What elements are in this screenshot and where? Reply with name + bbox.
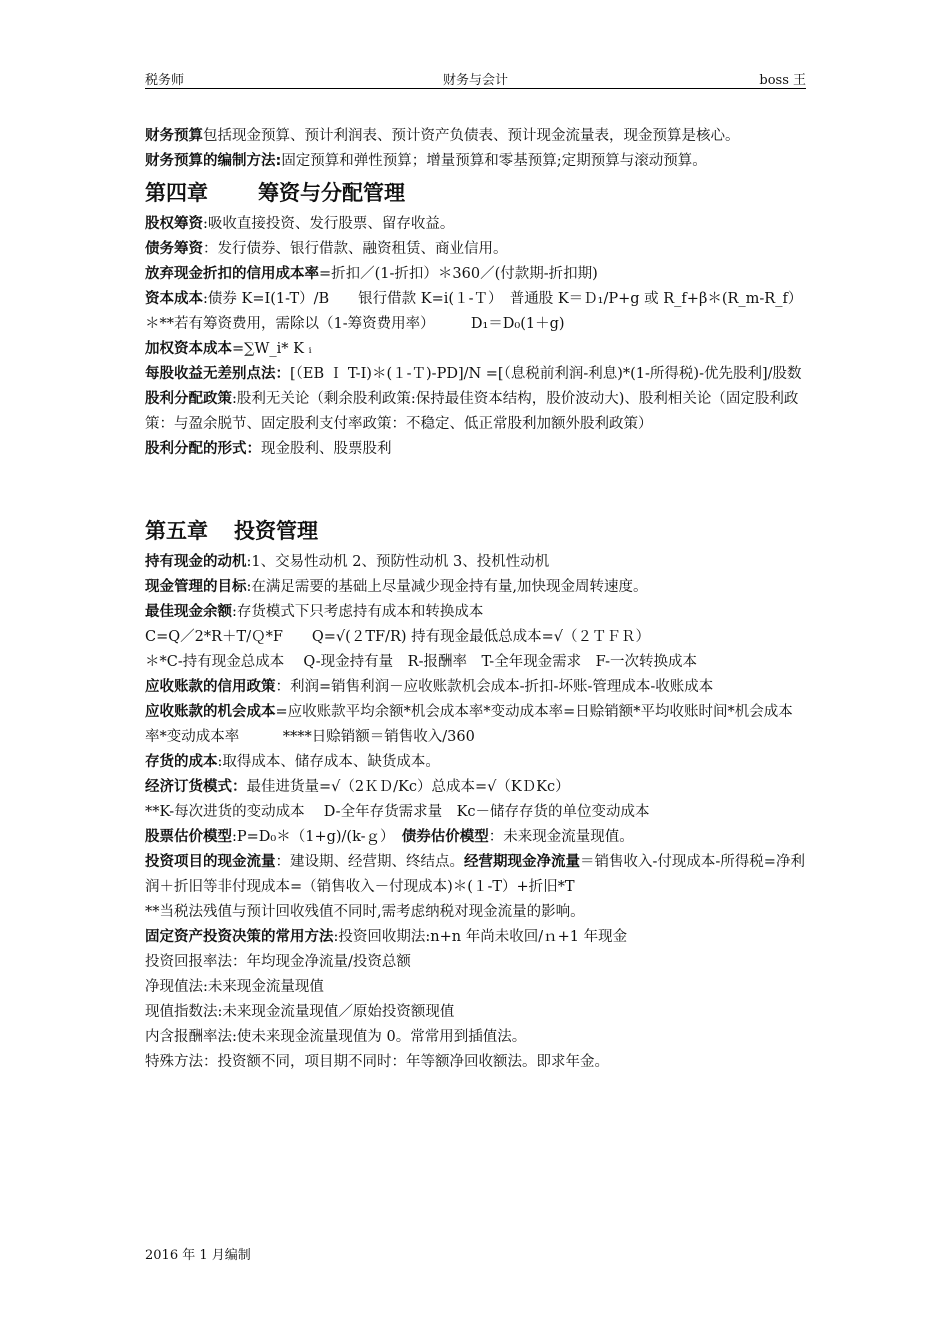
term-text: **当税法残值与预计回收残值不同时,需考虑纳税对现金流量的影响。: [145, 904, 585, 920]
term-label: 加权资本成本: [145, 341, 232, 357]
paragraph: [145, 775, 807, 800]
chapter-5-content: [145, 550, 807, 1075]
page-footer: 2016 年 1 月编制: [145, 1248, 251, 1263]
term-text: :在满足需要的基础上尽量减少现金持有量,加快现金周转速度。: [246, 579, 648, 595]
term-text: C=Q／2*R＋T/Ｑ*F Q=√(２TF/R) 持有现金最低总成本=√（２ＴＦＲ）: [145, 629, 651, 645]
term-label: 存货的成本: [145, 754, 218, 770]
chapter-4-content: [145, 212, 807, 462]
paragraph: [145, 1000, 807, 1025]
chapter-5-heading: [145, 518, 807, 544]
term-text: :股利无关论（剩余股利政策:保持最佳资本结构，股价波动大)、股利相关论（固定股利政策：与盈余脱节、固定股利支付率政策：不稳定、低正常股利加额外股利政策）: [145, 391, 799, 432]
paragraph: [145, 212, 807, 237]
paragraph: [145, 800, 807, 825]
term-text: 固定预算和弹性预算；增量预算和零基预算;定期预算与滚动预算。: [281, 153, 707, 169]
term-text: ＝销售收入-付现成本-所得税=净利润＋折旧等非付现成本=（销售收入－付现成本)＊(１-T）+折旧*T: [145, 854, 805, 895]
paragraph: [145, 750, 807, 775]
paragraph: [145, 600, 807, 625]
term-text: ：建设期、经营期、终结点。: [275, 854, 464, 870]
term-text: :债券 K=I(1-T）/B 银行借款 K=i(１-Ｔ） 普通股 K＝Ｄ₁/P+g 或 R_f+β＊(R_m-R_f）: [203, 291, 803, 307]
term-label: 资本成本: [145, 291, 203, 307]
term-label: 投资项目的现金流量: [145, 854, 276, 870]
term-label: 经营期现金净流量: [464, 854, 580, 870]
term-text: :取得成本、储存成本、缺货成本。: [217, 754, 440, 770]
header-right: boss 王: [759, 73, 806, 88]
term-label: 财务预算的编制方法:: [145, 153, 282, 169]
term-text: =应收账款平均余额*机会成本率*变动成本率=日赊销额*平均收账时间*机会成本率*变动成本率 ****日赊销额＝销售收入/360: [145, 704, 793, 745]
term-text: :1、交易性动机 2、预防性动机 3、投机性动机: [246, 554, 550, 570]
paragraph: [145, 625, 807, 650]
term-label: 经济订货模式：: [145, 779, 247, 795]
term-text: 包括现金预算、预计利润表、预计资产负债表、预计现金流量表，现金预算是核心。: [203, 128, 740, 144]
paragraph: [145, 362, 807, 387]
paragraph: [145, 287, 807, 312]
chapter-title: 筹资与分配管理: [258, 181, 405, 205]
term-label: 最佳现金余额: [145, 604, 232, 620]
term-text: 现值指数法:未来现金流量现值／原始投资额现值: [145, 1004, 455, 1020]
paragraph: [145, 387, 807, 437]
paragraph: [145, 700, 807, 750]
paragraph: [145, 925, 807, 950]
page-header: [145, 66, 806, 89]
paragraph: [145, 312, 807, 337]
paragraph: [145, 437, 807, 462]
term-label: 现金管理的目标: [145, 579, 247, 595]
budget-section: [145, 124, 807, 174]
term-label: 股利分配的形式：: [145, 441, 261, 457]
term-text: ：利润=销售利润－应收账款机会成本-折扣-坏账-管理成本-收账成本: [275, 679, 714, 695]
paragraph: [145, 950, 807, 975]
term-text: 净现值法:未来现金流量现值: [145, 979, 324, 995]
term-label: 股利分配政策: [145, 391, 232, 407]
term-label: 放弃现金折扣的信用成本率: [145, 266, 319, 282]
paragraph: [145, 337, 807, 362]
paragraph: [145, 149, 807, 174]
paragraph: [145, 675, 807, 700]
term-text: :吸收直接投资、发行股票、留存收益。: [203, 216, 455, 232]
paragraph: [145, 575, 807, 600]
paragraph: [145, 262, 807, 287]
term-label: 持有现金的动机: [145, 554, 247, 570]
paragraph: [145, 1050, 807, 1075]
term-text: **K-每次进货的变动成本 D-全年存货需求量 Kc－储存存货的单位变动成本: [145, 804, 650, 820]
header-center: 财务与会计: [442, 73, 508, 88]
term-label: 应收账款的信用政策: [145, 679, 276, 695]
paragraph: [145, 650, 807, 675]
chapter-number: 第五章: [145, 519, 208, 543]
term-text: 最佳进货量=√（2ＫＤ/Kc）总成本=√（KＤKc）: [246, 779, 570, 795]
term-text: ＊**若有筹资费用，需除以（1-筹资费用率） D₁＝D₀(1＋g): [145, 316, 565, 332]
term-text: =折扣／(1-折扣）＊360／(付款期-折扣期): [319, 266, 598, 282]
header-left: 税务师: [145, 73, 185, 88]
term-label: 财务预算: [145, 128, 203, 144]
term-label: 股权筹资: [145, 216, 203, 232]
term-label: 债务筹资: [145, 241, 203, 257]
paragraph: [145, 124, 807, 149]
term-text: 特殊方法：投资额不同，项目期不同时：年等额净回收额法。即求年金。: [145, 1054, 609, 1070]
term-text: 内含报酬率法:使未来现金流量现值为 0。常常用到插值法。: [145, 1029, 527, 1045]
term-text: :存货模式下只考虑持有成本和转换成本: [232, 604, 484, 620]
term-text: ：未来现金流量现值。: [488, 829, 634, 845]
term-text: ＊*C-持有现金总成本 Q-现金持有量 R-报酬率 T-全年现金需求 F-一次转换成本: [145, 654, 697, 670]
term-text: 投资回报率法：年均现金净流量/投资总额: [145, 954, 411, 970]
paragraph: [145, 1025, 807, 1050]
chapter-title: 投资管理: [234, 519, 318, 543]
term-label: 应收账款的机会成本: [145, 704, 276, 720]
term-label: 债券估价模型: [401, 829, 489, 845]
chapter-number: 第四章: [145, 181, 208, 205]
paragraph: [145, 975, 807, 1000]
term-text: ：发行债券、银行借款、融资租赁、商业信用。: [203, 241, 508, 257]
term-text: :投资回收期法:n+n 年尚未收回/ｎ+1 年现金: [333, 929, 628, 945]
term-text: :P=D₀＊（1+g)/(k-ｇ）: [232, 829, 402, 845]
paragraph: [145, 550, 807, 575]
term-text: [（EB Ｉ T-I)＊(１-Ｔ)-PD]/N =[（息税前利润-利息)*(1-所得税)-优先股利]/股数: [290, 366, 802, 382]
document-body: [145, 124, 807, 1075]
term-text: =∑W_i* K ᵢ: [232, 341, 312, 357]
term-label: 固定资产投资决策的常用方法: [145, 929, 334, 945]
paragraph: [145, 850, 807, 900]
term-text: 现金股利、股票股利: [261, 441, 392, 457]
paragraph: [145, 900, 807, 925]
chapter-4-heading: [145, 180, 807, 206]
paragraph: [145, 825, 807, 850]
term-label: 每股收益无差别点法：: [145, 366, 290, 382]
paragraph: [145, 237, 807, 262]
term-label: 股票估价模型: [145, 829, 232, 845]
